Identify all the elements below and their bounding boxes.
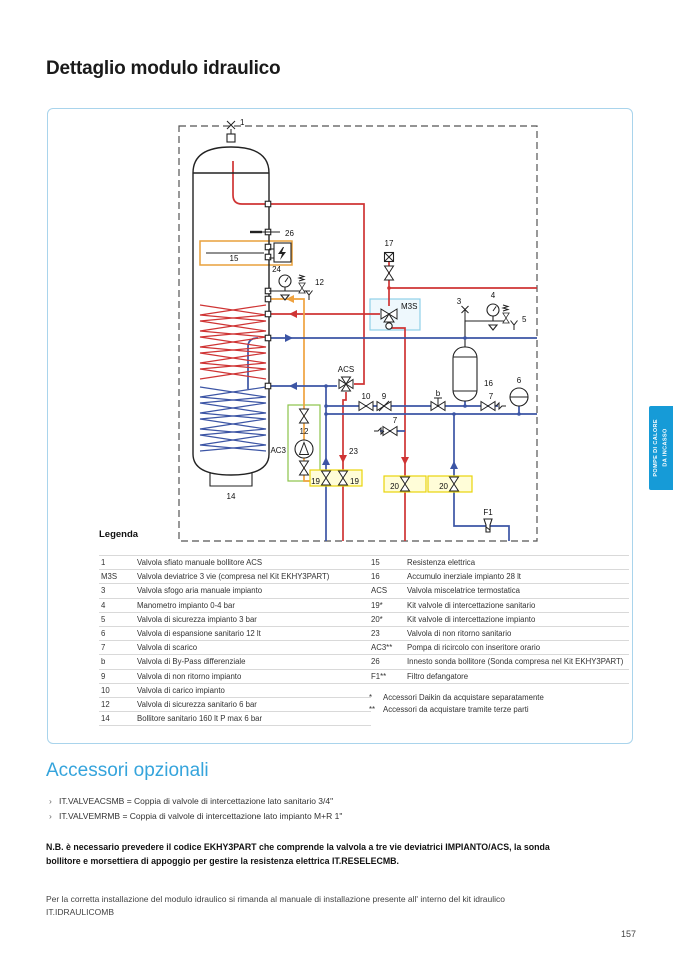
label-26: 26 — [285, 229, 294, 238]
label-4: 4 — [490, 291, 496, 300]
tank-connectors — [265, 201, 271, 389]
legend-table-left — [99, 555, 371, 726]
label-17: 17 — [384, 239, 394, 248]
label-19b: 19 — [350, 477, 359, 486]
side-tab-line1: POMPE DI CALORE — [652, 419, 659, 477]
footnote-text: Accessori Daikin da acquistare separatamente — [383, 693, 544, 702]
label-7b: 7 — [392, 416, 398, 425]
legend-description: Valvola deviatrice 3 vie (compresa nel Kit EKHY3PART) — [137, 572, 330, 582]
legend-code: 7 — [101, 643, 106, 653]
legend-code: 12 — [101, 699, 110, 709]
label-1: 1 — [240, 118, 245, 127]
legend-code: 20* — [371, 614, 383, 624]
nb-note: N.B. è necessario prevedere il codice EKHY3PART che comprende la valvola a tre vie deviatrici IMPIANTO/ACS, la sonda bollitore e morsettiera di appoggio per gestire la resistenza elettrica IT.RESELECMB. — [46, 842, 550, 867]
footnote-mark: ** — [369, 705, 376, 714]
legend-row — [99, 712, 371, 726]
section-side-tab[interactable] — [649, 406, 673, 490]
legend-row — [99, 570, 371, 584]
label-12b: 12 — [299, 427, 309, 436]
legend-description: Kit valvole di intercettazione impianto — [407, 614, 536, 624]
legend-description: Resistenza elettrica — [407, 558, 476, 568]
legend-code: ACS — [371, 586, 388, 596]
legend-description: Kit valvole di intercettazione sanitario — [407, 600, 536, 610]
legend-description: Valvola di non ritorno sanitario — [407, 629, 512, 639]
legend-row — [369, 627, 629, 641]
accessories-list — [49, 796, 342, 826]
legend-row — [99, 627, 371, 641]
side-tab-label — [652, 419, 671, 477]
label-15: 15 — [229, 254, 239, 263]
electric-resistance-15 — [206, 243, 291, 262]
legend-row — [369, 584, 629, 598]
legend-code: 6 — [101, 629, 106, 639]
legend-footnote — [369, 705, 629, 714]
label-b: b — [435, 389, 441, 398]
legend-code: 5 — [101, 614, 106, 624]
label-f1: F1 — [483, 508, 493, 517]
label-9: 9 — [381, 392, 387, 401]
legend-code: 10 — [101, 685, 110, 695]
label-5: 5 — [522, 315, 527, 324]
legend-code: 3 — [101, 586, 106, 596]
legend-description: Valvola di carico impianto — [137, 685, 225, 695]
legend-description: Valvola di sicurezza sanitario 6 bar — [137, 699, 257, 709]
vent-gauge-safety-group — [462, 304, 518, 330]
legend-code: b — [101, 657, 106, 667]
accessory-item — [49, 811, 342, 821]
legend-row — [99, 670, 371, 684]
side-tab-line2: DA INCASSO — [662, 428, 668, 468]
legend-footnote — [369, 693, 629, 702]
legend-code: 16 — [371, 572, 380, 582]
system-valves — [359, 398, 506, 436]
legend-row — [369, 613, 629, 627]
page-number: 157 — [620, 929, 636, 939]
expansion-vessel-6 — [510, 388, 528, 406]
thermostatic-mixing-valve-acs — [339, 377, 353, 391]
legend-row — [369, 655, 629, 669]
legend-description: Valvola di scarico — [137, 643, 198, 653]
legend-heading: Legenda — [99, 529, 139, 540]
legend-code: 15 — [371, 558, 380, 568]
accessory-text: IT.VALVEMRMB = Coppia di valvole di intercettazione lato impianto M+R 1" — [59, 811, 343, 821]
gauge-24-safety-12 — [269, 275, 313, 300]
junction-dots-hot — [387, 286, 391, 290]
page-title: Dettaglio modulo idraulico — [46, 58, 281, 79]
legend-row — [99, 684, 371, 698]
legend-code: 1 — [101, 558, 106, 568]
legend-description: Valvola di By-Pass differenziale — [137, 657, 246, 667]
legend-code: 26 — [371, 657, 380, 667]
installation-note: Per la corretta installazione del modulo idraulico si rimanda al manuale di installazione presente all' interno del kit idraulico IT.IDRAULICOMB — [46, 894, 505, 918]
legend-description: Manometro impianto 0-4 bar — [137, 600, 235, 610]
legend-code: 9 — [101, 671, 106, 681]
legend-row — [99, 556, 371, 570]
legend-row — [99, 584, 371, 598]
legend-description: Valvola sfiato manuale bollitore ACS — [137, 558, 263, 568]
accessory-item — [49, 796, 342, 806]
legend-code: AC3** — [371, 643, 393, 653]
legend-description: Bollitore sanitario 160 lt P max 6 bar — [137, 714, 263, 724]
manual-vent-valve-1 — [227, 121, 235, 142]
footnote-text: Accessori da acquistare tramite terze parti — [383, 705, 529, 714]
label-10: 10 — [361, 392, 371, 401]
label-m3s: M3S — [401, 302, 418, 311]
legend-description: Valvola di non ritorno impianto — [137, 671, 242, 681]
bullet-icon: › — [49, 796, 52, 806]
legend-description: Pompa di ricircolo con inseritore orario — [407, 643, 541, 653]
legend-row — [369, 556, 629, 570]
label-ac3: AC3 — [270, 446, 286, 455]
legend-description: Valvola di sicurezza impianto 3 bar — [137, 614, 257, 624]
legend-table-right — [369, 555, 629, 684]
legend-row — [99, 655, 371, 669]
label-23: 23 — [349, 447, 358, 456]
cold-and-return-pipes — [248, 316, 537, 541]
legend-row — [369, 670, 629, 684]
legend-code: 14 — [101, 714, 110, 724]
label-20b: 20 — [439, 482, 448, 491]
footnote-mark: * — [369, 693, 373, 702]
label-6: 6 — [516, 376, 522, 385]
legend-code: M3S — [101, 572, 118, 582]
hydraulic-module-panel — [47, 108, 633, 744]
dhw-heating-coil — [200, 305, 266, 451]
label-19a: 19 — [311, 477, 320, 486]
label-14: 14 — [226, 492, 236, 501]
legend-row — [369, 570, 629, 584]
label-7a: 7 — [488, 392, 494, 401]
legend-row — [369, 599, 629, 613]
legend-description: Filtro defangatore — [407, 671, 469, 681]
connection-17 — [385, 253, 394, 281]
legend-description: Accumulo inerziale impianto 28 lt — [407, 572, 521, 582]
accessory-text: IT.VALVEACSMB = Coppia di valvole di intercettazione lato sanitario 3/4" — [59, 796, 334, 806]
legend-row — [369, 641, 629, 655]
legend-description: Valvola di espansione sanitario 12 lt — [137, 629, 261, 639]
legend-code: F1** — [371, 671, 387, 681]
legend-description: Innesto sonda bollitore (Sonda compresa nel Kit EKHY3PART) — [407, 657, 624, 667]
hydraulic-diagram — [48, 109, 632, 549]
legend-description: Valvola sfogo aria manuale impianto — [137, 586, 263, 596]
label-acs: ACS — [337, 365, 355, 374]
label-12a: 12 — [315, 278, 324, 287]
legend-description: Valvola miscelatrice termostatica — [407, 586, 520, 596]
label-24: 24 — [272, 265, 281, 274]
accessories-heading: Accessori opzionali — [46, 760, 209, 781]
bullet-icon: › — [49, 811, 52, 821]
label-16: 16 — [484, 379, 493, 388]
legend-code: 4 — [101, 600, 106, 610]
buffer-tank-16 — [453, 347, 477, 401]
legend-code: 23 — [371, 629, 380, 639]
legend-row — [99, 698, 371, 712]
label-3: 3 — [456, 297, 462, 306]
legend-row — [99, 641, 371, 655]
recirculation-pump-ac3 — [295, 409, 313, 475]
label-20a: 20 — [390, 482, 399, 491]
legend-code: 19* — [371, 600, 383, 610]
legend-row — [99, 599, 371, 613]
legend-footnotes — [369, 693, 629, 717]
legend-row — [99, 613, 371, 627]
